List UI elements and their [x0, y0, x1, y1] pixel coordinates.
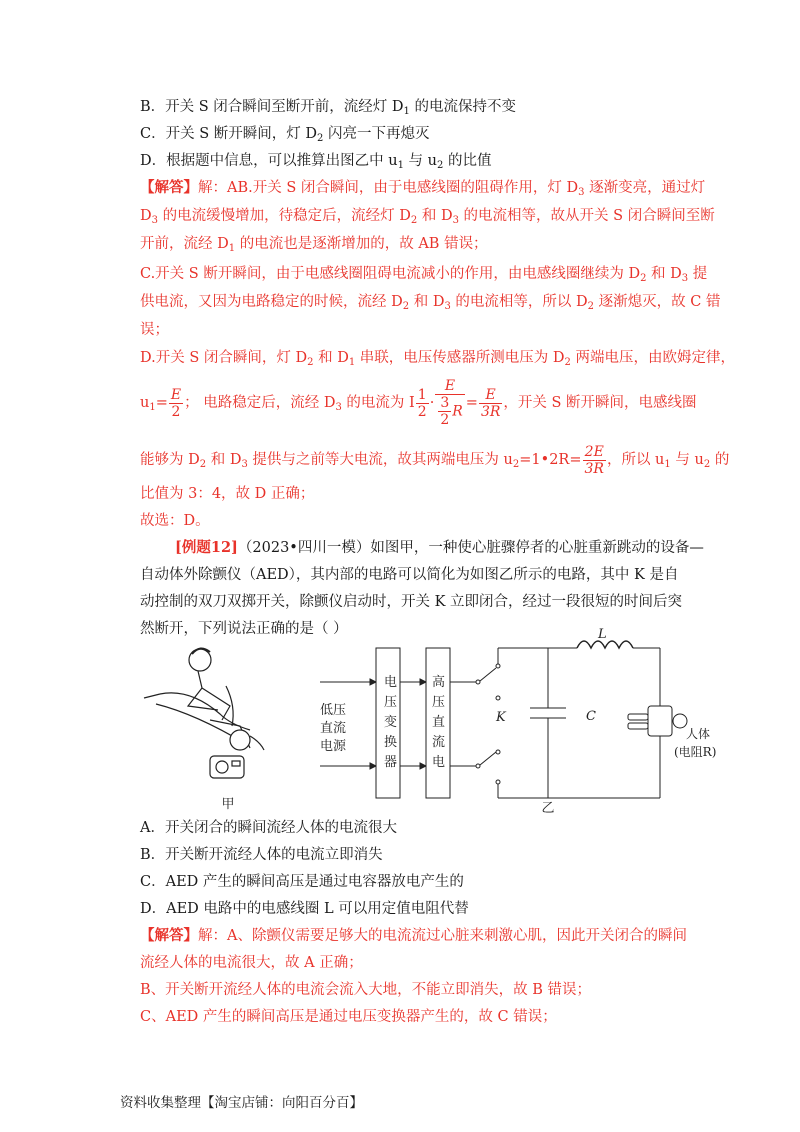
body-label: 人体 — [686, 727, 711, 741]
hvdc-char-1: 高 — [432, 675, 446, 690]
source-line-3: 电源 — [320, 739, 347, 754]
converter-char-2: 压 — [384, 695, 398, 710]
option-d-12: D．AED 电路中的电感线圈 L 可以用定值电阻代替 — [140, 901, 469, 917]
option-d-prev: D．根据题中信息，可以推算出图乙中 $u_1$ 与 $u_2$ 的比值 — [140, 153, 492, 171]
answer1-line7: D.开关 S 闭合瞬间，灯 $D_2$ 和 $D_1$ 串联，电压传感器所测电压为 $D_2$ 两端电压，由欧姆定律， — [140, 350, 736, 368]
option-c-12: C．AED 产生的瞬间高压是通过电容器放电产生的 — [140, 874, 464, 890]
aed-figure — [140, 628, 720, 818]
example12-line4: 然断开，下列说法正确的是（ ） — [140, 621, 348, 637]
hvdc-char-4: 流 — [432, 735, 446, 750]
page-footer: 资料收集整理【淘宝店铺：向阳百分百】 — [120, 1095, 363, 1111]
label-jia: 甲 — [221, 797, 235, 812]
human-body-icon — [628, 706, 687, 736]
option-c-prev: C．开关 S 断开瞬间，灯 $D_2$ 闪亮一下再熄灭 — [140, 126, 430, 144]
fraction-2e-over-3r: $\frac{2E}{3R}$ — [584, 443, 604, 477]
converter-char-1: 电 — [384, 675, 398, 690]
answer1-line5: 供电流，又因为电路稳定的时候，流经 $D_2$ 和 $D_3$ 的电流相等，所以 $D_2$ 逐渐熄灭，故 C 错 — [140, 294, 721, 312]
option-b-prev: B．开关 S 闭合瞬间至断开前，流经灯 $D_1$ 的电流保持不变 — [140, 99, 517, 117]
example12-line1: [例题12]（2023•四川一模）如图甲，一种使心脏骤停者的心脏重新跳动的设备— — [175, 539, 704, 556]
answer12-line2: 流经人体的电流很大，故 A 正确； — [140, 955, 363, 971]
hvdc-char-3: 直 — [432, 715, 446, 730]
fraction-e-over-2: $\frac{E}{2}$ — [170, 386, 182, 420]
answer1-line10: 比值为 3：4，故 D 正确； — [140, 486, 315, 502]
inductor-label: L — [598, 628, 607, 642]
option-b-12: B．开关断开流经人体的电流立即消失 — [140, 847, 383, 863]
answer12-line3: B、开关断开流经人体的电流会流入大地，不能立即消失，故 B 错误； — [140, 982, 592, 998]
switch-label: K — [496, 710, 506, 725]
hvdc-char-5: 电 — [432, 755, 446, 770]
answer1-line6: 误； — [140, 322, 169, 338]
label-yi: 乙 — [541, 801, 555, 816]
answer1-line1: 【解答】解：AB.开关 S 闭合瞬间，由于电感线圈的阻碍作用，灯 $D_3$ 逐渐变亮，通过灯 — [140, 179, 706, 198]
source-label — [320, 703, 347, 754]
capacitor-label: C — [586, 709, 596, 724]
fraction-e-over-3-2-r: E $\frac{3}{2}$ R — [435, 378, 464, 428]
hvdc-char-2: 压 — [432, 695, 446, 710]
converter-char-4: 换 — [384, 735, 398, 750]
converter-char-5: 器 — [384, 755, 398, 770]
answer12-line1: 【解答】解：A、除颤仪需要足够大的电流流过心脏来刺激心肌，因此开关闭合的瞬间 — [140, 927, 687, 944]
body-resistance-label: (电阻R) — [674, 745, 717, 759]
option-a-12: A．开关闭合的瞬间流经人体的电流很大 — [140, 820, 397, 836]
example12-line2: 自动体外除颤仪（AED），其内部的电路可以简化为如图乙所示的电路，其中 K 是自 — [140, 567, 679, 583]
cpr-illustration — [144, 648, 264, 778]
answer1-line3: 开前，流经 $D_1$ 的电流也是逐渐增加的，故 AB 错误； — [140, 236, 488, 254]
answer1-line4: C.开关 S 断开瞬间，由于电感线圈阻碍电流减小的作用，由电感线圈继续为 $D_2$ 和 $D_3$ 提 — [140, 266, 708, 284]
answer1-line2: $D_3$ 的电流缓慢增加，待稳定后，流经灯 $D_2$ 和 $D_3$ 的电流相等，故从开关 S 闭合瞬间至断 — [140, 208, 715, 226]
answer1-line8-formula: $u_1=$ $\frac{E}{2}$ ； 电路稳定后，流经 $D_3$ 的电流为 I $\frac{1}{2}$ · E $\frac{3}{2}$ R = $\frac{E}{3R}$ ，开关 S 断开瞬间，电感线圈 — [140, 378, 697, 428]
circuit-wires — [320, 641, 660, 798]
fraction-1-over-2: $\frac{1}{2}$ — [417, 386, 427, 420]
example12-line3: 动控制的双刀双掷开关，除颤仪启动时，开关 K 立即闭合，经过一段很短的时间后突 — [140, 594, 683, 610]
converter-char-3: 变 — [384, 715, 398, 730]
answer1-line9-formula: 能够为 $D_2$ 和 $D_3$ 提供与之前等大电流，故其两端电压为 $u_2=1•2R=$ $\frac{2E}{3R}$ ，所以 $u_1$ 与 $u_2$ 的 — [140, 443, 730, 477]
source-line-1: 低压 — [320, 703, 347, 718]
answer1-line11: 故选：D。 — [140, 513, 210, 529]
source-line-2: 直流 — [320, 721, 347, 736]
answer12-line4: C、AED 产生的瞬间高压是通过电压变换器产生的，故 C 错误； — [140, 1009, 557, 1025]
fraction-e-over-3r: $\frac{E}{3R}$ — [480, 386, 501, 420]
